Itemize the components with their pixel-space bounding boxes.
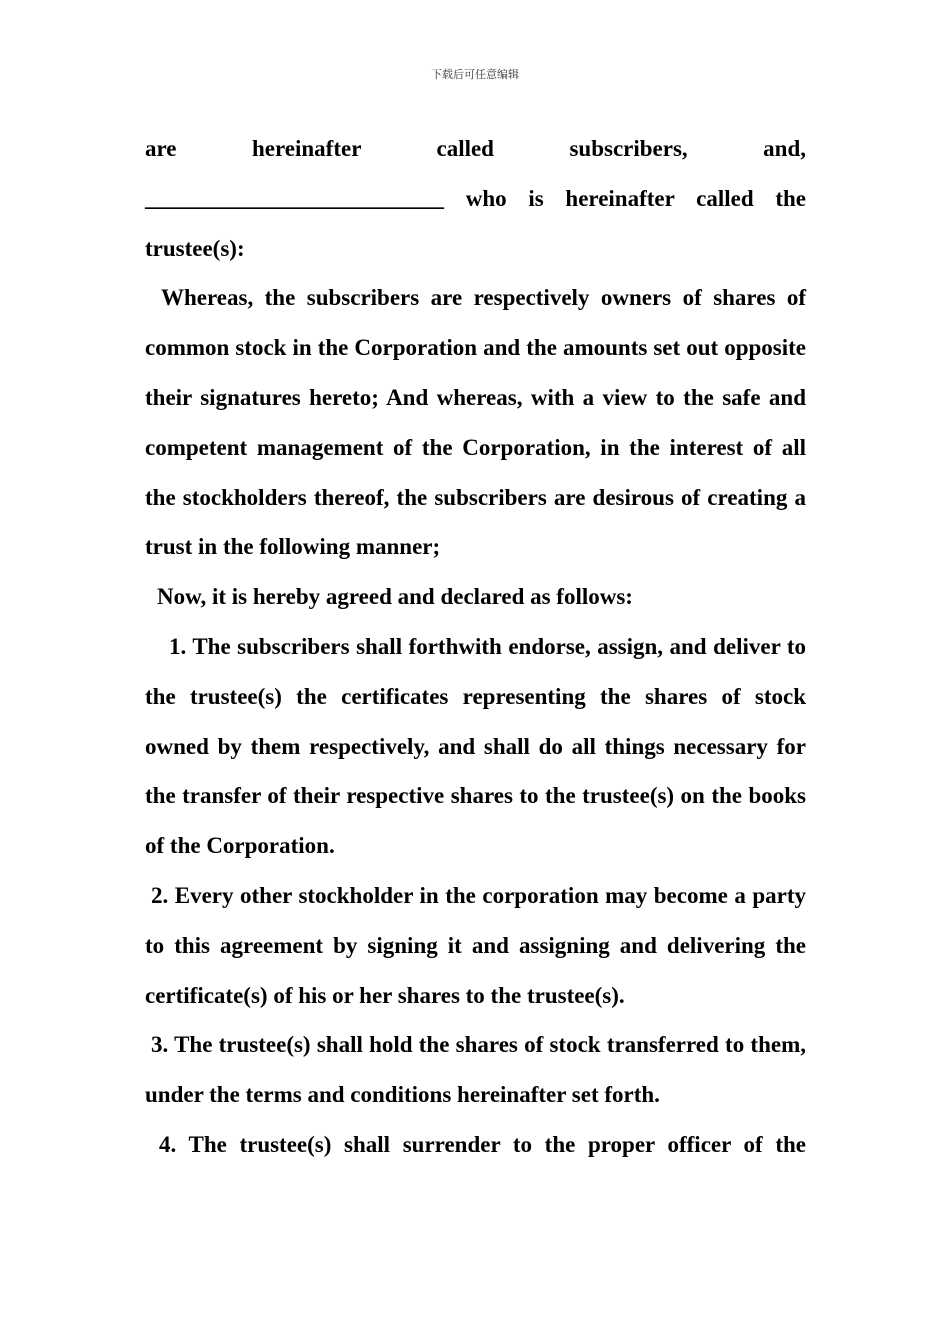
clause-1: 1. The subscribers shall forthwith endorse, assign, and deliver to the trustee(s) the certificates representing the shares of stock owned by them respectively, and shall do all things necessary for the transfer of their respective shares to the trustee(s) on the books of the Corporation. xyxy=(145,633,806,859)
intro-line-2-text: who is hereinafter called the xyxy=(444,185,806,211)
intro-line-2 xyxy=(145,174,806,224)
intro-line-3: trustee(s): xyxy=(145,235,245,261)
intro-line-1: are hereinafter called subscribers, and, xyxy=(145,136,806,161)
clause-2: 2. Every other stockholder in the corporation may become a party to this agreement by signing it and assigning and delivering the certificate(s) of his or her shares to the trustee(s). xyxy=(145,882,806,1008)
clause-4: 4. The trustee(s) shall surrender to the proper officer of the xyxy=(159,1131,806,1157)
download-note-header: 下载后可任意编辑 xyxy=(431,68,519,81)
whereas-paragraph: Whereas, the subscribers are respectively owners of shares of common stock in the Corporation and the amounts set out opposite their signatures hereto; And whereas, with a view to the safe and competent management of the Corporation, in the interest of all the stockholders thereof, the subscribers are desirous of creating a trust in the following manner; xyxy=(145,285,806,560)
document-body xyxy=(145,124,806,1170)
clause-3: 3. The trustee(s) shall hold the shares of stock transferred to them, under the terms and conditions hereinafter set forth. xyxy=(145,1032,806,1108)
trustee-name-blank: __________________________ xyxy=(145,185,444,211)
agreement-declaration: Now, it is hereby agreed and declared as follows: xyxy=(157,584,633,610)
